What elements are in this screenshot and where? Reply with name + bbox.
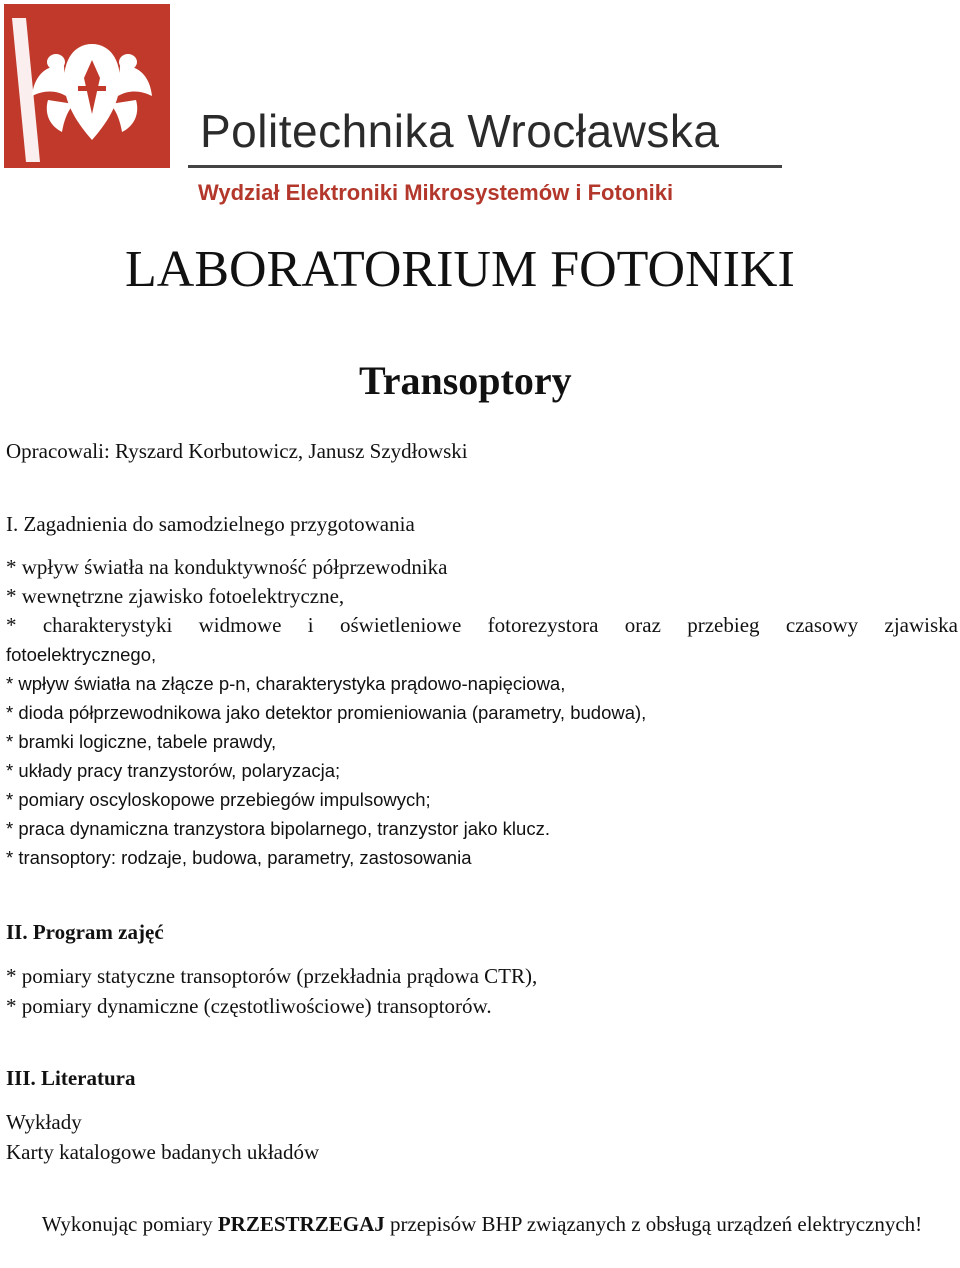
lab-title: LABORATORIUM FOTONIKI <box>125 241 795 298</box>
list-item: * wewnętrzne zjawisko fotoelektryczne, <box>6 584 345 608</box>
university-logo <box>4 4 170 168</box>
header-divider <box>188 165 782 168</box>
list-item: * bramki logiczne, tabele prawdy, <box>6 731 277 752</box>
list-item: fotoelektrycznego, <box>6 644 157 665</box>
faculty-name: Wydział Elektroniki Mikrosystemów i Fotoniki <box>198 180 674 205</box>
warning-text-before: Wykonując pomiary <box>41 1212 218 1236</box>
list-item: * charakterystyki widmowe i oświetleniowe fotorezystora oraz przebieg czasowy zjawiska <box>6 613 958 637</box>
list-item: * pomiary statyczne transoptorów (przekładnia prądowa CTR), <box>6 964 538 988</box>
safety-warning <box>20 1209 944 1239</box>
list-item: Karty katalogowe badanych układów <box>6 1140 320 1164</box>
list-item: Wykłady <box>6 1110 82 1134</box>
section1-heading: I. Zagadnienia do samodzielnego przygotowania <box>6 512 415 536</box>
university-name: Politechnika Wrocławska <box>200 105 720 157</box>
section2-list <box>6 961 537 1021</box>
section2-heading: II. Program zajęć <box>6 920 164 944</box>
warning-emphasis: PRZESTRZEGAJ <box>217 1212 385 1236</box>
list-item: * wpływ światła na złącze p-n, charakterystyka prądowo-napięciowa, <box>6 673 566 694</box>
list-item: * wpływ światła na konduktywność półprzewodnika <box>6 555 448 579</box>
section3-list <box>6 1107 319 1167</box>
document-title: Transoptory <box>359 358 572 403</box>
list-item: * praca dynamiczna tranzystora bipolarnego, tranzystor jako klucz. <box>6 818 550 839</box>
authors-line: Opracowali: Ryszard Korbutowicz, Janusz Szydłowski <box>6 439 468 463</box>
warning-text-after: przepisów BHP związanych z obsługą urządzeń elektrycznych! <box>384 1212 923 1236</box>
list-item: * pomiary dynamiczne (częstotliwościowe) transoptorów. <box>6 994 492 1018</box>
list-item: * transoptory: rodzaje, budowa, parametry, zastosowania <box>6 847 472 868</box>
list-item: * dioda półprzewodnikowa jako detektor promieniowania (parametry, budowa), <box>6 702 647 723</box>
list-item: * pomiary oscyloskopowe przebiegów impulsowych; <box>6 789 431 810</box>
section1-list <box>6 553 958 872</box>
list-item: * układy pracy tranzystorów, polaryzacja; <box>6 760 341 781</box>
section3-heading: III. Literatura <box>6 1066 136 1090</box>
